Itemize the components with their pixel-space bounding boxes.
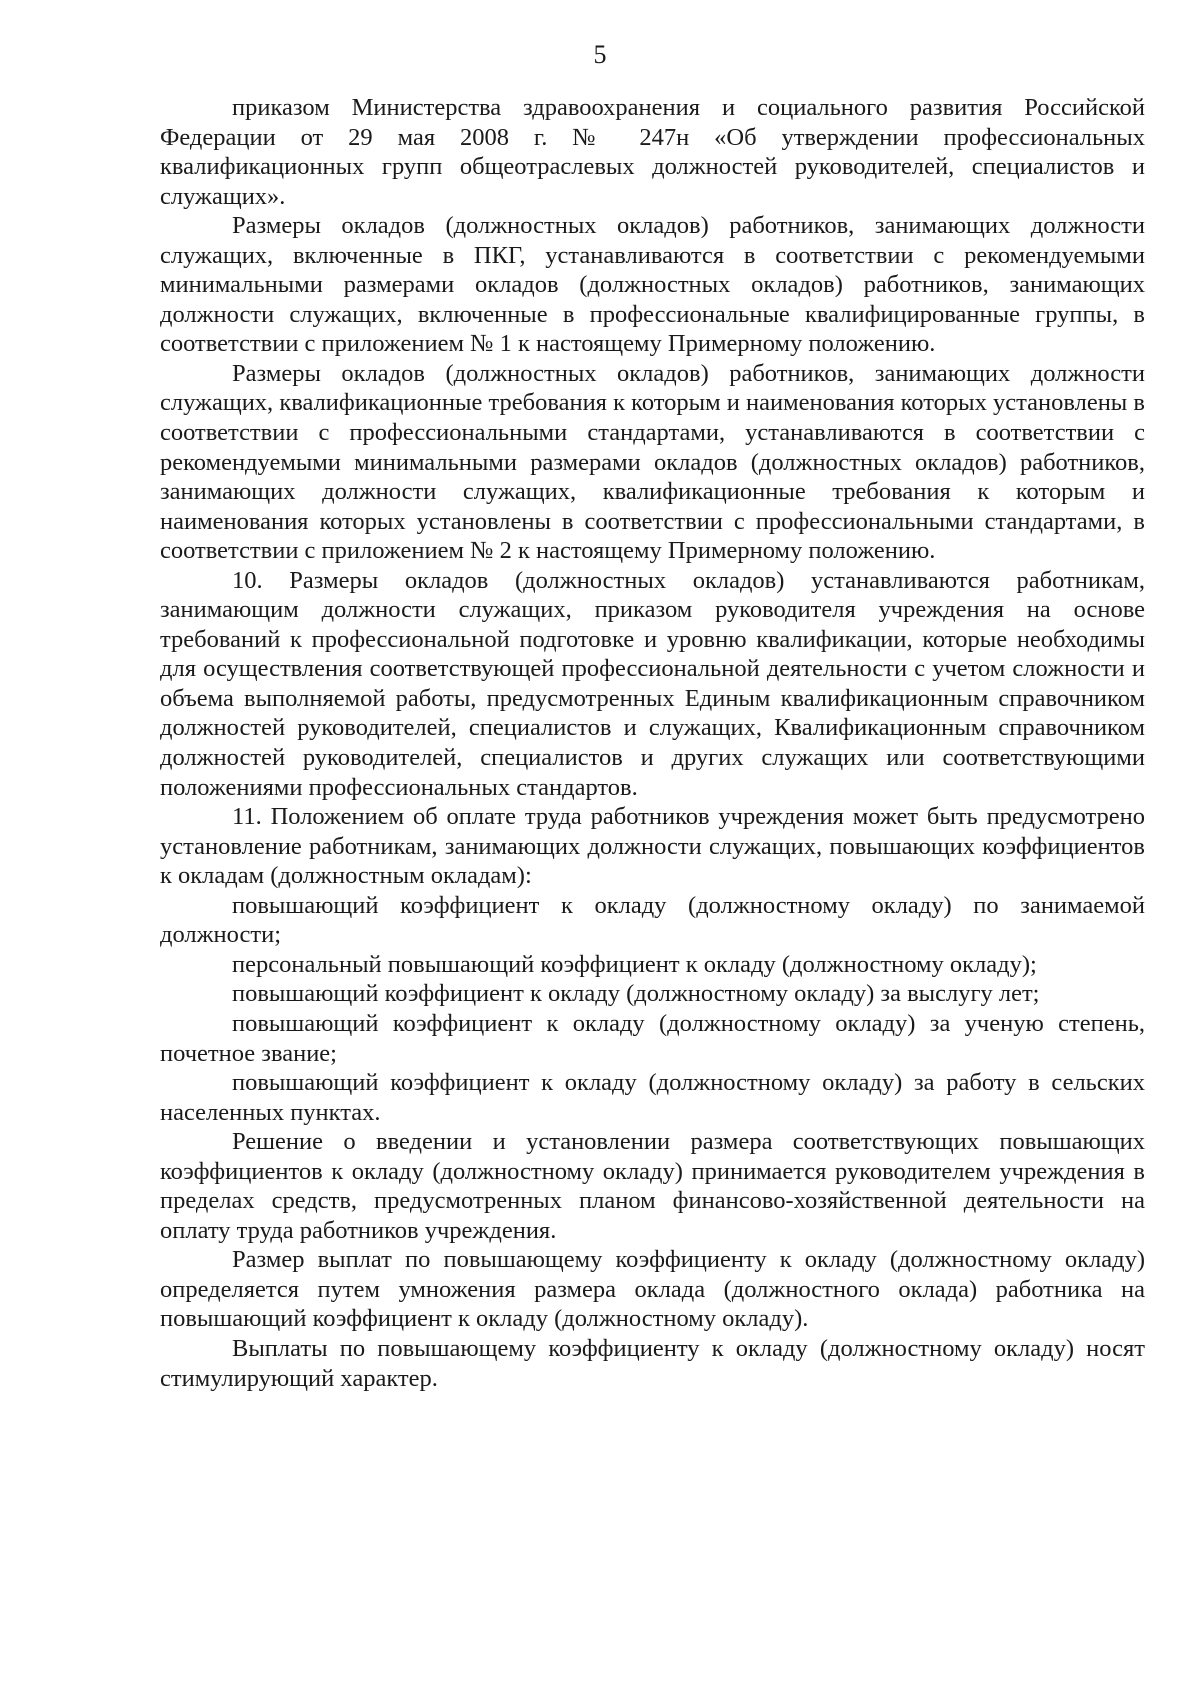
page-number: 5	[593, 40, 607, 69]
paragraph-salary-sizes-standards: Размеры окладов (должностных окладов) работников, занимающих должности служащих, квалификационные требования к которым и наименования которых установлены в соответствии с профессиональными стандартами, устанавливаются в соответствии с рекомендуемыми минимальными размерами окладов (должностных окладов) работников, занимающих должности служащих, квалификационные требования к которым и наименования которых установлены в соответствии с профессиональными стандартами, в соответствии с приложением № 2 к настоящему Примерному положению.	[160, 359, 1145, 565]
paragraph-payment-character: Выплаты по повышающему коэффициенту к окладу (должностному окладу) носят стимулирующий характер.	[160, 1334, 1145, 1392]
list-item-degree-coefficient: повышающий коэффициент к окладу (должностному окладу) за ученую степень, почетное звание;	[160, 1009, 1145, 1067]
list-item-seniority-coefficient: повышающий коэффициент к окладу (должностному окладу) за выслугу лет;	[232, 980, 1040, 1008]
list-item-personal-coefficient: персональный повышающий коэффициент к окладу (должностному окладу);	[232, 950, 1037, 978]
paragraph-item-11: 11. Положением об оплате труда работников учреждения может быть предусмотрено установление работникам, занимающих должности служащих, повышающих коэффициентов к окладам (должностным окладам):	[160, 803, 1145, 890]
paragraph-payment-calculation: Размер выплат по повышающему коэффициенту к окладу (должностному окладу) определяется путем умножения размера оклада (должностного оклада) работника на повышающий коэффициент к окладу (должностному окладу).	[160, 1246, 1145, 1333]
paragraph-order-reference: приказом Министерства здравоохранения и социального развития Российской Федерации от 29 мая 2008 г. № 247н «Об утверждении профессиональных квалификационных групп общеотраслевых должностей руководителей, специалистов и служащих».	[160, 94, 1145, 210]
list-item-rural-coefficient: повышающий коэффициент к окладу (должностному окладу) за работу в сельских населенных пунктах.	[160, 1069, 1145, 1126]
paragraph-coefficient-decision: Решение о введении и установлении размера соответствующих повышающих коэффициентов к окладу (должностному окладу) принимается руководителем учреждения в пределах средств, предусмотренных планом финансово-хозяйственной деятельности на оплату труда работников учреждения.	[160, 1128, 1145, 1244]
paragraph-item-10: 10. Размеры окладов (должностных окладов) устанавливаются работникам, занимающим должности служащих, приказом руководителя учреждения на основе требований к профессиональной подготовке и уровню квалификации, которые необходимы для осуществления соответствующей профессиональной деятельности с учетом сложности и объема выполняемой работы, предусмотренных Единым квалификационным справочником должностей руководителей, специалистов и служащих, Квалификационным справочником должностей руководителей, специалистов и других служащих или соответствующими положениями профессиональных стандартов.	[160, 566, 1145, 801]
document-body	[160, 93, 1145, 1393]
paragraph-salary-sizes-pkg: Размеры окладов (должностных окладов) работников, занимающих должности служащих, включенные в ПКГ, устанавливаются в соответствии с рекомендуемыми минимальными размерами окладов (должностных окладов) работников, занимающих должности служащих, включенные в профессиональные квалифицированные группы, в соответствии с приложением № 1 к настоящему Примерному положению.	[160, 212, 1145, 358]
list-item-position-coefficient: повышающий коэффициент к окладу (должностному окладу) по занимаемой должности;	[160, 891, 1145, 949]
